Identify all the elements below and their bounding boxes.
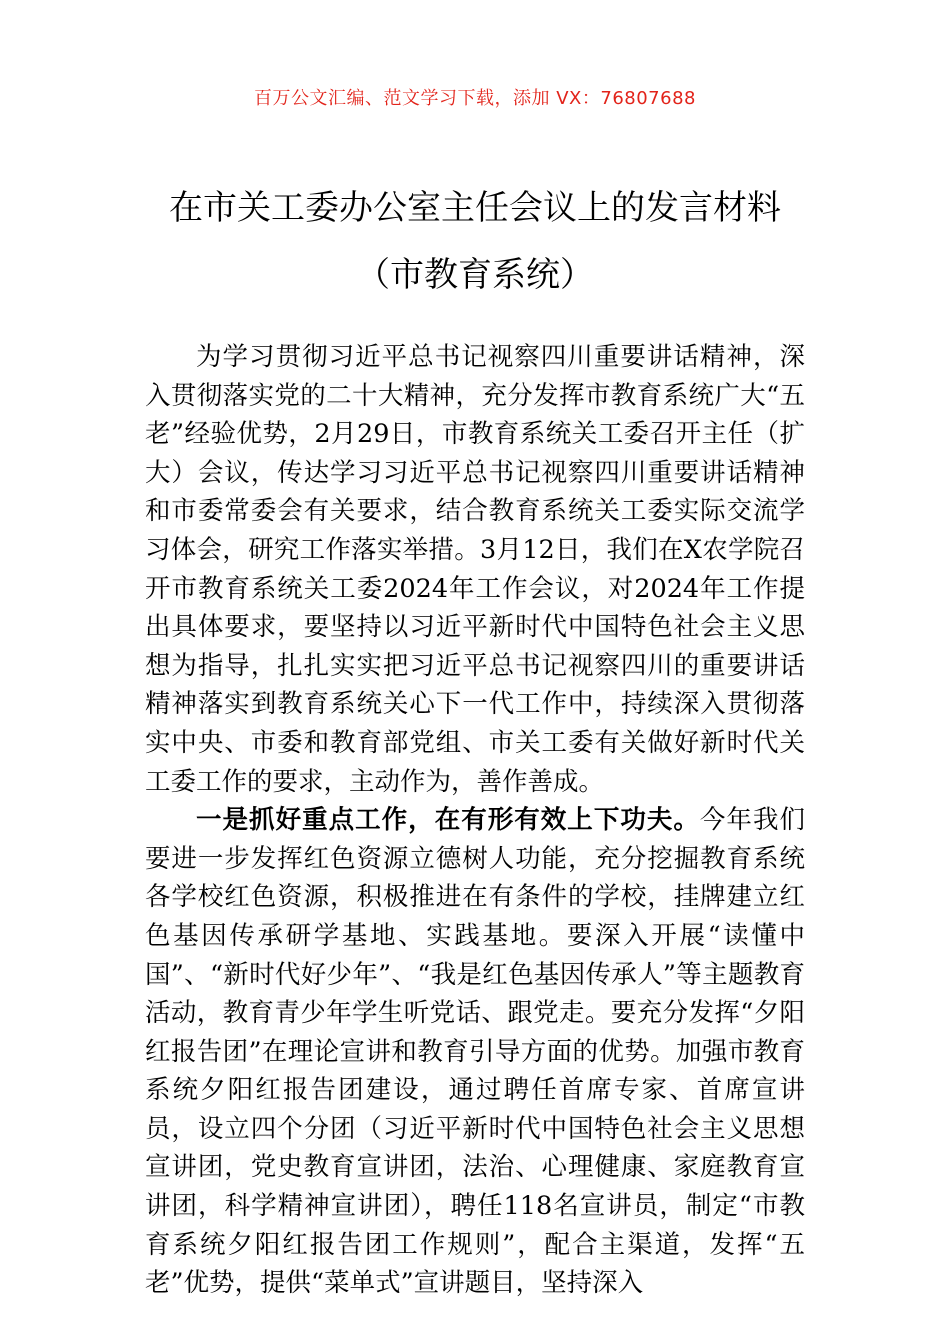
paragraph-2-lead: 一是抓好重点工作，在有形有效上下功夫。 [196,805,700,836]
paragraph-1-text: 为学习贯彻习近平总书记视察四川重要讲话精神，深入贯彻落实党的二十大精神，充分发挥市教育系统广大“五老”经验优势，2月29日，市教育系统关工委召开主任（扩大）会议，传达学习习近平总书记视察四川重要讲话精神和市委常委会有关要求，结合教育系统关工委实际交流学习体会，研究工作落实举措。3月12日，我们在X农学院召开市教育系统关工委2024年工作会议，对2024年工作提出具体要求，要坚持以习近平新时代中国特色社会主义思想为指导，扎扎实实把习近平总书记视察四川的重要讲话精神落实到教育系统关心下一代工作中，持续深入贯彻落实中央、市委和教育部党组、市关工委有关做好新时代关工委工作的要求，主动作为，善作善成。 [145,342,805,797]
document-subtitle: （市教育系统） [356,255,594,295]
paragraph-2 [145,801,805,1303]
header-note: 百万公文汇编、范文学习下载，添加 VX：76807688 [254,88,696,109]
document-body [145,338,805,1303]
document-title: 在市关工委办公室主任会议上的发言材料 [169,188,781,228]
paragraph-2-text: 今年我们要进一步发挥红色资源立德树人功能，充分挖掘教育系统各学校红色资源，积极推进在有条件的学校，挂牌建立红色基因传承研学基地、实践基地。要深入开展“读懂中国”、“新时代好少年”、“我是红色基因传承人”等主题教育活动，教育青少年学生听党话、跟党走。要充分发挥“夕阳红报告团”在理论宣讲和教育引导方面的优势。加强市教育系统夕阳红报告团建设，通过聘任首席专家、首席宣讲员，设立四个分团（习近平新时代中国特色社会主义思想宣讲团，党史教育宣讲团，法治、心理健康、家庭教育宣讲团，科学精神宣讲团），聘任118名宣讲员，制定“市教育系统夕阳红报告团工作规则”，配合主渠道，发挥“五老”优势，提供“菜单式”宣讲题目，坚持深入 [145,805,805,1299]
paragraph-1 [145,338,805,801]
